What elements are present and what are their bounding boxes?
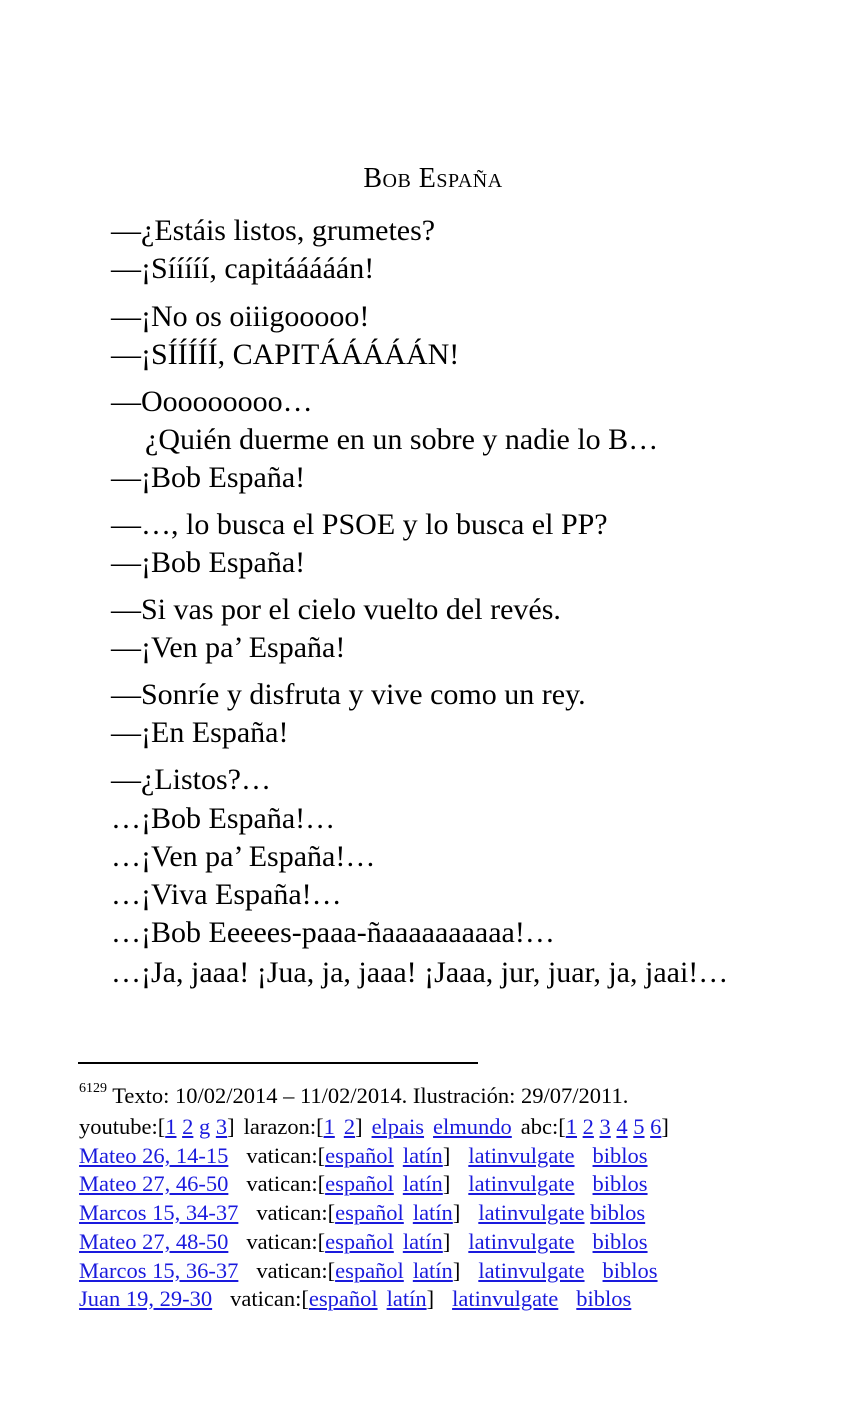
dialogue-line	[111, 460, 305, 496]
dialogue-line	[111, 801, 335, 837]
dialogue-text: …, lo busca el PSOE y lo busca el PP?	[141, 508, 608, 541]
dialogue-line	[111, 545, 305, 581]
biblos-link[interactable]: biblos	[590, 1200, 646, 1225]
em-dash: —	[111, 461, 141, 494]
dialogue-text: Si vas por el cielo vuelto del revés.	[141, 593, 561, 626]
vatican-espanol-link[interactable]: español	[325, 1143, 394, 1168]
dialogue-line	[111, 630, 345, 666]
vatican-latin-link[interactable]: latín	[402, 1143, 443, 1168]
vatican-label: vatican:[	[246, 1229, 326, 1254]
biblos-link[interactable]: biblos	[576, 1286, 632, 1311]
abc-link-3[interactable]: 3	[599, 1114, 611, 1139]
vatican-latin-link[interactable]: latín	[402, 1171, 443, 1196]
youtube-link-g[interactable]: g	[198, 1114, 211, 1139]
dialogue-line	[111, 337, 459, 373]
bracket: ]	[442, 1229, 451, 1254]
vatican-label: vatican:[	[246, 1143, 326, 1168]
bracket: ]	[452, 1258, 461, 1283]
dialogue-line	[111, 915, 555, 951]
dialogue-text: Ooooooooo…	[141, 385, 313, 418]
latinvulgate-link[interactable]: latinvulgate	[452, 1286, 559, 1311]
biblos-link[interactable]: biblos	[592, 1143, 648, 1168]
dialogue-text: ¡No os oiiigooooo!	[141, 300, 370, 333]
larazon-label: larazon:[	[243, 1114, 324, 1139]
abc-link-4[interactable]: 4	[616, 1114, 628, 1139]
dialogue-text: ¡Bob España!	[141, 461, 306, 494]
vatican-espanol-link[interactable]: español	[308, 1286, 378, 1311]
vatican-label: vatican:[	[256, 1258, 336, 1283]
bracket: ]	[442, 1143, 451, 1168]
youtube-label: youtube:[	[79, 1114, 166, 1139]
biblos-link[interactable]: biblos	[602, 1258, 658, 1283]
dialogue-line	[111, 715, 288, 751]
dialogue-line	[111, 877, 342, 913]
em-dash: —	[111, 338, 141, 371]
em-dash: —	[111, 678, 141, 711]
biblos-link[interactable]: biblos	[592, 1171, 648, 1196]
dialogue-line	[111, 677, 586, 713]
em-dash: —	[111, 300, 141, 333]
verse-row	[79, 1257, 658, 1285]
latinvulgate-link[interactable]: latinvulgate	[468, 1229, 575, 1254]
verse-row	[79, 1228, 648, 1256]
dialogue-text: ¿Quién duerme en un sobre y nadie lo B…	[145, 423, 659, 456]
abc-link-2[interactable]: 2	[582, 1114, 594, 1139]
dialogue-text: ¡SÍÍÍÍÍ, CAPITÁÁÁÁÁN!	[141, 338, 460, 371]
vatican-espanol-link[interactable]: español	[335, 1258, 404, 1283]
dialogue-text: ¡En España!	[141, 716, 289, 749]
bracket: ]	[426, 1286, 435, 1311]
verse-row	[79, 1199, 645, 1227]
dialogue-line	[145, 422, 658, 458]
dialogue-line	[111, 299, 369, 335]
bracket: ]	[227, 1114, 235, 1139]
em-dash: —	[111, 593, 141, 626]
vatican-latin-link[interactable]: latín	[386, 1286, 427, 1311]
dialogue-text: …¡Bob Eeeees-paaa-ñaaaaaaaaaa!…	[111, 916, 555, 949]
dialogue-text: ¿Listos?…	[141, 763, 271, 796]
verse-row	[79, 1170, 648, 1198]
dialogue-text: ¡Bob España!	[141, 546, 306, 579]
dialogue-line	[111, 213, 435, 249]
verse-ref-link[interactable]: Mateo 26, 14-15	[79, 1143, 229, 1168]
dialogue-line	[111, 762, 271, 798]
larazon-link-2[interactable]: 2	[343, 1114, 356, 1139]
vatican-espanol-link[interactable]: español	[325, 1171, 394, 1196]
larazon-link-1[interactable]: 1	[323, 1114, 335, 1139]
dialogue-text: …¡Viva España!…	[111, 878, 342, 911]
dialogue-line: …¡Ja, jaaa! ¡Jua, ja, jaaa! ¡Jaaa, jur, juar, ja, jaai!…	[111, 956, 729, 989]
dialogue-text: …¡Ven pa’ España!…	[111, 840, 376, 873]
em-dash: —	[111, 214, 141, 247]
verse-ref-link[interactable]: Marcos 15, 34-37	[79, 1200, 239, 1225]
footnote-media-links	[79, 1113, 669, 1141]
footnote-rule	[78, 1062, 478, 1064]
verse-ref-link[interactable]: Mateo 27, 48-50	[79, 1229, 229, 1254]
dialogue-line	[111, 251, 374, 287]
dialogue-line	[111, 384, 313, 420]
elmundo-link[interactable]: elmundo	[433, 1114, 512, 1139]
dialogue-text: Sonríe y disfruta y vive como un rey.	[141, 678, 586, 711]
biblos-link[interactable]: biblos	[592, 1229, 648, 1254]
em-dash: —	[111, 252, 141, 285]
verse-row	[79, 1285, 631, 1313]
abc-link-5[interactable]: 5	[633, 1114, 645, 1139]
footnote-number: 6129	[79, 1081, 107, 1096]
vatican-label: vatican:[	[246, 1171, 326, 1196]
vatican-label: vatican:[	[256, 1200, 336, 1225]
vatican-latin-link[interactable]: latín	[412, 1200, 453, 1225]
abc-link-1[interactable]: 1	[565, 1114, 578, 1139]
latinvulgate-link[interactable]: latinvulgate	[478, 1258, 585, 1283]
footnote-dates	[79, 1082, 628, 1110]
vatican-espanol-link[interactable]: español	[325, 1229, 394, 1254]
vatican-label: vatican:[	[230, 1286, 309, 1311]
dialogue-text: ¡Sííííí, capitááááán!	[141, 252, 375, 285]
youtube-link-3[interactable]: 3	[215, 1114, 228, 1139]
em-dash: —	[111, 546, 141, 579]
dialogue-text: ¡Ven pa’ España!	[141, 631, 346, 664]
bracket: ]	[661, 1114, 669, 1139]
em-dash: —	[111, 631, 141, 664]
latinvulgate-link[interactable]: latinvulgate	[468, 1143, 575, 1168]
dialogue-line	[111, 839, 375, 875]
footnote-text: Texto: 10/02/2014 – 11/02/2014. Ilustración: 29/07/2011.	[112, 1083, 629, 1108]
verse-row	[79, 1142, 648, 1170]
dialogue-text: …¡Bob España!…	[111, 802, 336, 835]
verse-ref-link[interactable]: Juan 19, 29-30	[79, 1286, 213, 1311]
em-dash: —	[111, 385, 141, 418]
latinvulgate-link[interactable]: latinvulgate	[468, 1171, 575, 1196]
bracket: ]	[442, 1171, 451, 1196]
youtube-link-2[interactable]: 2	[182, 1114, 194, 1139]
abc-link-6[interactable]: 6	[650, 1114, 662, 1139]
bracket: ]	[355, 1114, 363, 1139]
vatican-espanol-link[interactable]: español	[335, 1200, 404, 1225]
vatican-latin-link[interactable]: latín	[412, 1258, 453, 1283]
abc-label: abc:[	[520, 1114, 566, 1139]
verse-ref-link[interactable]: Marcos 15, 36-37	[79, 1258, 239, 1283]
em-dash: —	[111, 716, 141, 749]
bracket: ]	[452, 1200, 461, 1225]
youtube-link-1[interactable]: 1	[165, 1114, 177, 1139]
em-dash: —	[111, 508, 141, 541]
verse-ref-link[interactable]: Mateo 27, 46-50	[79, 1171, 229, 1196]
latinvulgate-link[interactable]: latinvulgate	[478, 1200, 585, 1225]
elpais-link[interactable]: elpais	[371, 1114, 425, 1139]
vatican-latin-link[interactable]: latín	[402, 1229, 443, 1254]
dialogue-line	[111, 592, 561, 628]
dialogue-line	[111, 507, 608, 543]
em-dash: —	[111, 763, 141, 796]
dialogue-text: ¿Estáis listos, grumetes?	[141, 214, 436, 247]
page-title: Bob España	[363, 163, 503, 194]
